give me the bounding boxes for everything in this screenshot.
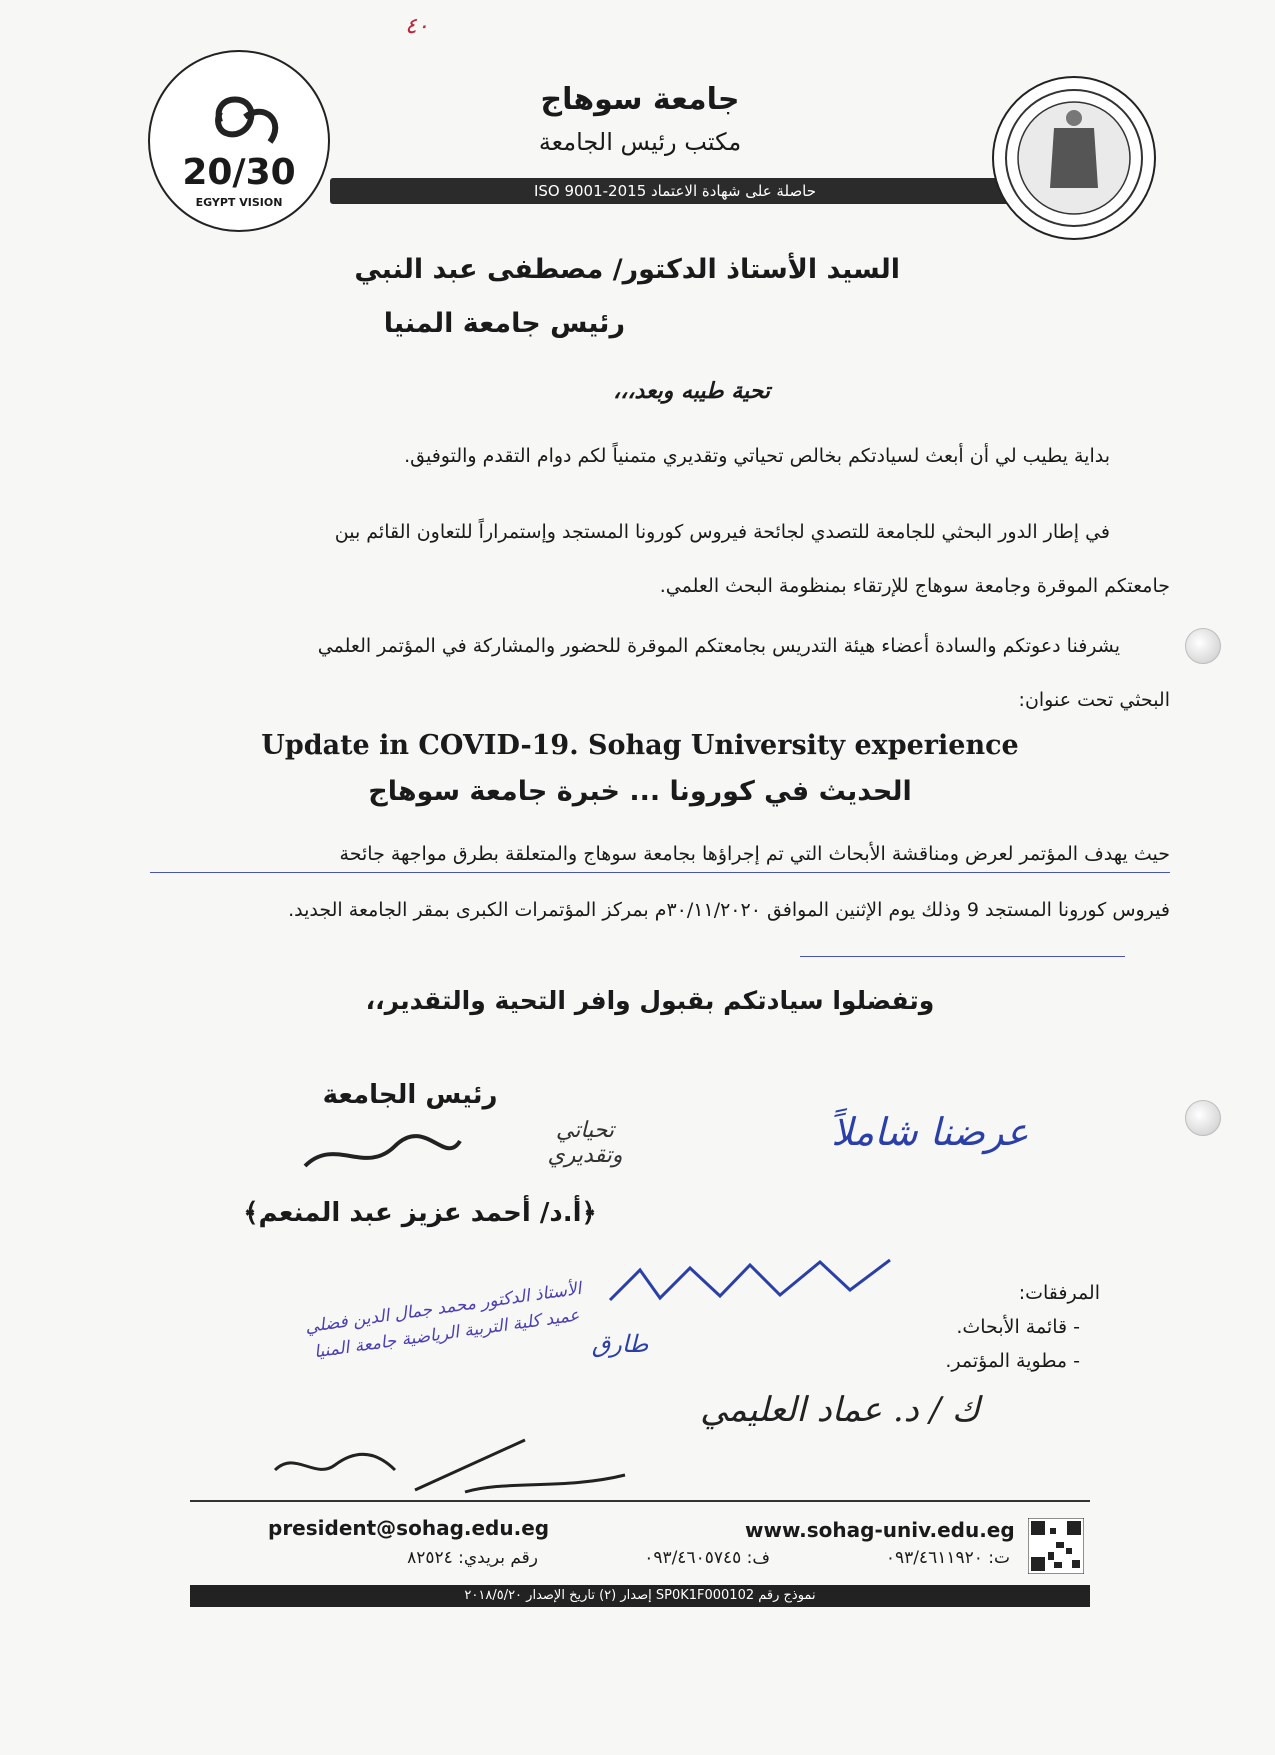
iso-certification-bar: حاصلة على شهادة الاعتماد ISO 9001-2015 — [330, 178, 1020, 204]
handwritten-name-note: طارق — [591, 1330, 649, 1358]
handwritten-underline — [150, 872, 1170, 873]
footer-phone: ت: ٠٩٣/٤٦١١٩٢٠ — [885, 1548, 1010, 1568]
form-info-bar: نموذج رقم SP0K1F000102 إصدار (٢) تاريخ الإصدار ٢٠١٨/٥/٢٠ — [190, 1585, 1090, 1607]
punch-hole-lower — [1185, 1100, 1221, 1136]
university-seal — [992, 76, 1156, 240]
handwritten-underline-2 — [800, 956, 1125, 957]
university-name: جامعة سوهاج — [540, 82, 740, 117]
conference-title-english: Update in COVID-19. Sohag University experience — [261, 730, 1019, 761]
conference-title-arabic: الحديث في كورونا ... خبرة جامعة سوهاج — [368, 776, 912, 807]
addressee-name: السيد الأستاذ الدكتور/ مصطفى عبد النبي — [354, 254, 900, 285]
signatory-title: رئيس الجامعة — [322, 1080, 498, 1110]
handwritten-referral-note: ك / د. عماد العليمي — [700, 1390, 980, 1430]
paragraph-purpose-line2: فيروس كورونا المستجد 9 وذلك يوم الإثنين الموافق ٣٠/١١/٢٠٢٠م بمركز المؤتمرات الكبرى بمقر الجامعة الجديد. — [288, 899, 1170, 921]
attachment-item-research-list: - قائمة الأبحاث. — [956, 1316, 1080, 1338]
attachment-item-brochure: - مطوية المؤتمر. — [945, 1350, 1080, 1372]
annotation-number: ٤٠ — [405, 14, 429, 39]
paragraph-intro: بداية يطيب لي أن أبعث لسيادتكم بخالص تحياتي وتقديري متمنياً لكم دوام التقدم والتوفيق. — [404, 445, 1110, 467]
addressee-title: رئيس جامعة المنيا — [383, 308, 625, 339]
attachments-label: المرفقات: — [1018, 1282, 1100, 1304]
vision-caption: EGYPT VISION — [195, 196, 283, 209]
office-name: مكتب رئيس الجامعة — [538, 128, 742, 156]
egypt-vision-logo — [148, 50, 330, 232]
signatory-name: ﴿أ.د/ أحمد عزيز عبد المنعم﴾ — [243, 1198, 597, 1228]
qr-code-icon — [1028, 1518, 1084, 1574]
paragraph-context-line2: جامعتكم الموقرة وجامعة سوهاج للإرتقاء بمنظومة البحث العلمي. — [659, 575, 1170, 597]
president-signature-icon — [295, 1126, 465, 1182]
paragraph-invitation-line2: البحثي تحت عنوان: — [1018, 689, 1170, 711]
vision-number: 20/30 — [182, 152, 296, 193]
dean-stamp: الأستاذ الدكتور محمد جمال الدين فضلي عميد كلية التربية الرياضية جامعة المنيا — [303, 1278, 583, 1363]
closing-line: وتفضلوا سيادتكم بقبول وافر التحية والتقدير،، — [365, 986, 935, 1015]
footer-divider — [190, 1500, 1090, 1502]
paragraph-context-line1: في إطار الدور البحثي للجامعة للتصدي لجائحة فيروس كورونا المستجد وإستمراراً للتعاون القائم بين — [334, 521, 1110, 543]
handwritten-review-note: عرضنا شاملاً — [831, 1110, 1029, 1154]
handwritten-signature-scribble-icon — [265, 1420, 645, 1510]
pharaoh-seal-icon — [994, 78, 1154, 238]
footer-postal-code: رقم بريدي: ٨٢٥٢٤ — [407, 1548, 538, 1568]
footer-fax: ف: ٠٩٣/٤٦٠٥٧٤٥ — [644, 1548, 770, 1568]
paragraph-purpose-line1: حيث يهدف المؤتمر لعرض ومناقشة الأبحاث التي تم إجراؤها بجامعة سوهاج والمتعلقة بطرق مواجهة جائحة — [339, 843, 1170, 865]
footer-email: president@sohag.edu.eg — [268, 1516, 550, 1540]
paragraph-invitation-line1: يشرفنا دعوتكم والسادة أعضاء هيئة التدريس بجامعتكم الموقرة للحضور والمشاركة في المؤتمر العلمي — [317, 635, 1120, 657]
greeting: تحية طيبه وبعد،،، — [613, 378, 770, 404]
footer-website: www.sohag-univ.edu.eg — [745, 1518, 1015, 1542]
handwritten-greeting-note: تحياتي وتقديري — [547, 1118, 623, 1168]
punch-hole-upper — [1185, 628, 1221, 664]
handwritten-date-scribble-icon — [600, 1250, 900, 1320]
